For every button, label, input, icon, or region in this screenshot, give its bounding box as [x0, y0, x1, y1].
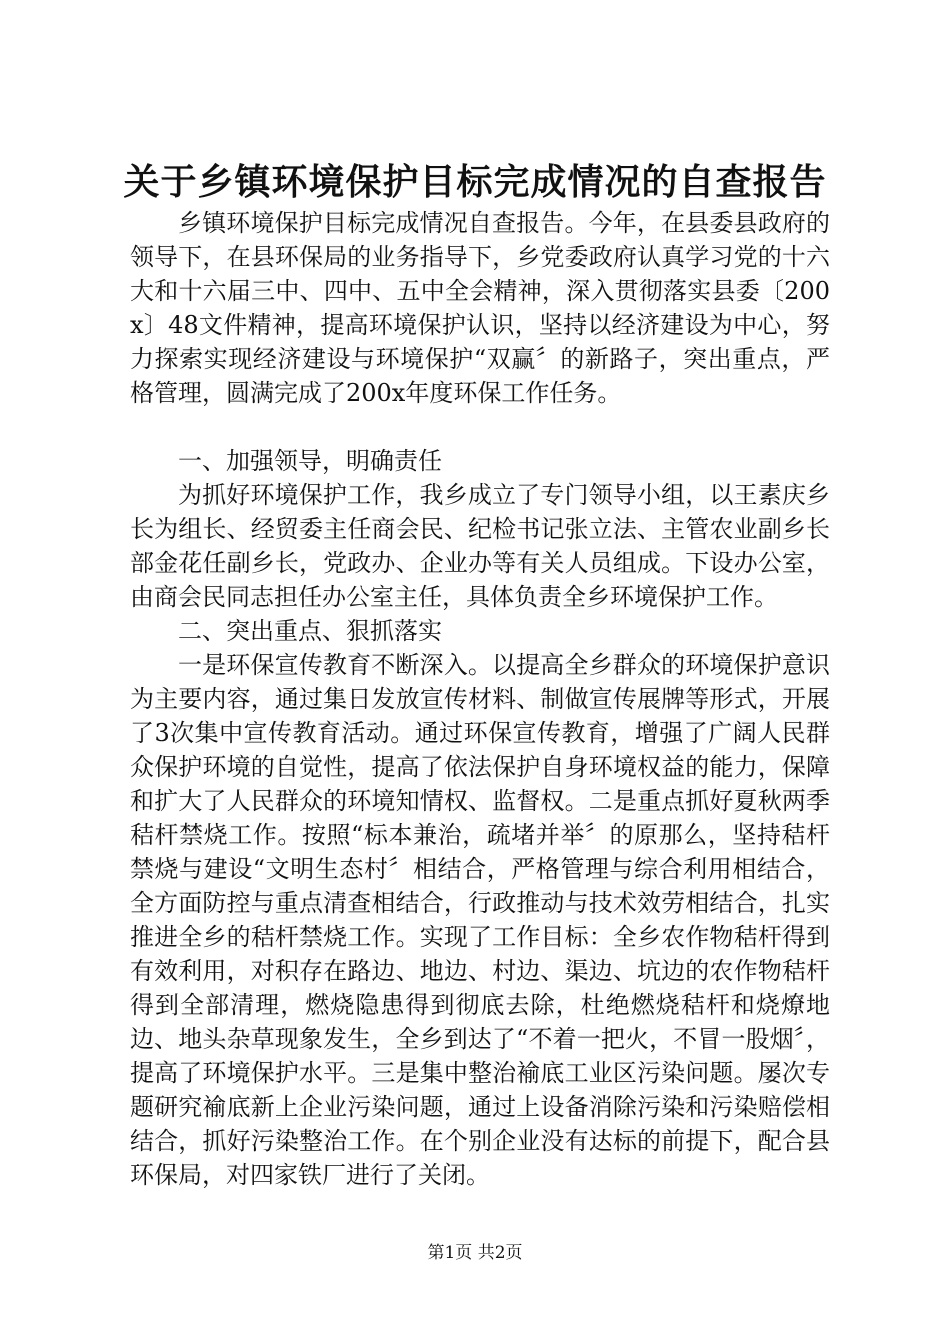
section-heading-1: 一、加强领导，明确责任	[178, 447, 442, 475]
section-heading-2: 二、突出重点、狠抓落实	[178, 617, 442, 645]
document-title: 关于乡镇环境保护目标完成情况的自查报告	[123, 162, 827, 203]
section-paragraph-2: 一是环保宣传教育不断深入。以提高全乡群众的环境保护意识为主要内容，通过集日发放宣传材料、制做宣传展牌等形式，开展了3次集中宣传教育活动。通过环保宣传教育，增强了广阔人民群众保护环境的自觉性，提高了依法保护自身环境权益的能力，保障和扩大了人民群众的环境知情权、监督权。二是重点抓好夏秋两季秸杆禁烧工作。按照“标本兼治，疏堵并举〞的原那么，坚持秸杆禁烧与建设“文明生态村〞相结合，严格管理与综合利用相结合，全方面防控与重点清查相结合，行政推动与技术效劳相结合，扎实推进全乡的秸杆禁烧工作。实现了工作目标：全乡农作物秸杆得到有效利用，对积存在路边、地边、村边、渠边、坑边的农作物秸杆得到全部清理，燃烧隐患得到彻底去除，杜绝燃烧秸杆和烧燎地边、地头杂草现象发生，全乡到达了“不着一把火，不冒一股烟〞，提高了环境保护水平。三是集中整治褕底工业区污染问题。屡次专题研究褕底新上企业污染问题，通过上设备消除污染和污染赔偿相结合，抓好污染整治工作。在个别企业没有达标的前提下，配合县环保局，对四家铁厂进行了关闭。	[130, 651, 830, 1189]
document-body	[130, 206, 830, 1192]
section-paragraph-1: 为抓好环境保护工作，我乡成立了专门领导小组，以王素庆乡长为组长、经贸委主任商会民、纪检书记张立法、主管农业副乡长部金花任副乡长，党政办、企业办等有关人员组成。下设办公室，由商会民同志担任办公室主任，具体负责全乡环境保护工作。	[130, 481, 830, 611]
intro-paragraph: 乡镇环境保护目标完成情况自查报告。今年，在县委县政府的领导下，在县环保局的业务指导下，乡党委政府认真学习党的十六大和十六届三中、四中、五中全会精神，深入贯彻落实县委〔200x〕48文件精神，提高环境保护认识，坚持以经济建设为中心，努力探索实现经济建设与环境保护“双赢〞的新路子，突出重点，严格管理，圆满完成了200x年度环保工作任务。	[130, 209, 830, 407]
page-number-footer: 第1页 共2页	[427, 1243, 523, 1263]
